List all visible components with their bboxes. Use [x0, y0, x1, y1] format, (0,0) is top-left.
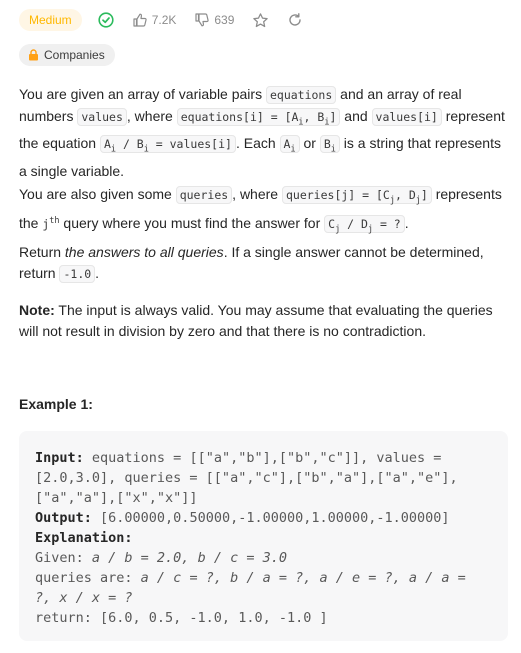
input-label: Input:	[35, 450, 84, 466]
text: . If a single answer cannot be determined, return	[19, 244, 484, 281]
inline-code: -1.0	[59, 265, 95, 283]
text: .	[404, 215, 409, 232]
text: The input is always valid. You may assume that evaluating the queries will not result in division by zero and that there is no contradiction.	[19, 302, 493, 339]
input-line: [2.0,3.0], queries = [["a","c"],["b","a"],["a","e"],	[35, 470, 458, 486]
input-line: equations = [["a","b"],["b","c"]], values =	[83, 450, 442, 466]
inline-code: equations[i] = [$A_i$, $B_i$]	[177, 108, 341, 126]
star-icon	[252, 12, 269, 29]
paragraph-intro	[19, 84, 507, 182]
text: .	[95, 265, 100, 281]
refresh-icon	[287, 12, 303, 28]
problem-toolbar	[19, 8, 303, 32]
text: represents the	[19, 186, 502, 232]
example-title: Example 1:	[19, 396, 93, 412]
text: You are given an array of variable pairs	[19, 86, 266, 102]
like-button[interactable]	[132, 12, 177, 28]
inline-code: $j^{th}$	[42, 216, 60, 232]
companies-tag[interactable]	[19, 44, 115, 66]
inline-code: $B_i$	[320, 135, 340, 153]
example-block	[19, 431, 508, 641]
text: is a string that represents a single variable.	[19, 135, 501, 179]
lock-icon	[28, 49, 39, 61]
text: You are also given some	[19, 186, 176, 202]
companies-label: Companies	[44, 48, 105, 62]
inline-code: queries	[176, 186, 232, 204]
text: and an array of real numbers	[19, 86, 462, 124]
given-value: a / b = 2.0, b / c = 3.0	[91, 550, 287, 566]
given-label: Given:	[35, 550, 92, 566]
text: and	[340, 108, 372, 124]
emphasis-text: the answers to all queries	[64, 244, 224, 260]
inline-code: queries[j] = [$C_j$, $D_j$]	[282, 186, 432, 204]
text: , where	[232, 186, 282, 202]
paragraph-queries	[19, 184, 507, 240]
text: or	[299, 135, 320, 152]
paragraph-note	[19, 300, 507, 342]
inline-code: $A_i$	[280, 135, 300, 153]
like-count: 7.2K	[151, 13, 177, 27]
text: . Each	[235, 135, 280, 152]
explanation-label: Explanation:	[35, 530, 133, 546]
dislike-count: 639	[214, 13, 235, 27]
output-value: [6.00000,0.50000,-1.00000,1.00000,-1.00000]	[91, 510, 450, 526]
inline-code: $C_j / D_j$ = ?	[324, 215, 405, 233]
dislike-button[interactable]	[194, 12, 234, 28]
paragraph-return	[19, 242, 507, 285]
inline-code: equations	[266, 86, 336, 104]
text: Return	[19, 244, 65, 260]
difficulty-badge: Medium	[19, 9, 82, 31]
inline-code: values[i]	[372, 108, 442, 126]
queries-value: ?, x / x = ?	[35, 590, 133, 606]
thumbs-down-icon	[194, 12, 210, 28]
thumbs-up-icon	[132, 12, 148, 28]
input-line: ["a","a"],["x","x"]]	[35, 490, 198, 506]
text: query where you must find the answer for	[59, 215, 325, 232]
queries-value: a / c = ?, b / a = ?, a / e = ?, a / a =	[140, 570, 466, 586]
text: , where	[126, 108, 177, 124]
solved-check-icon	[98, 12, 114, 28]
inline-code: $A_i / B_i$ = values[i]	[100, 135, 236, 153]
text: represent the equation	[19, 108, 505, 152]
reset-button[interactable]	[287, 12, 303, 28]
note-label: Note:	[19, 302, 55, 318]
inline-code: values	[77, 108, 127, 126]
output-label: Output:	[35, 510, 92, 526]
return-line: return: [6.0, 0.5, -1.0, 1.0, -1.0 ]	[35, 610, 328, 626]
favorite-button[interactable]	[252, 12, 269, 29]
example-code	[35, 448, 466, 628]
queries-label: queries are:	[35, 570, 141, 586]
